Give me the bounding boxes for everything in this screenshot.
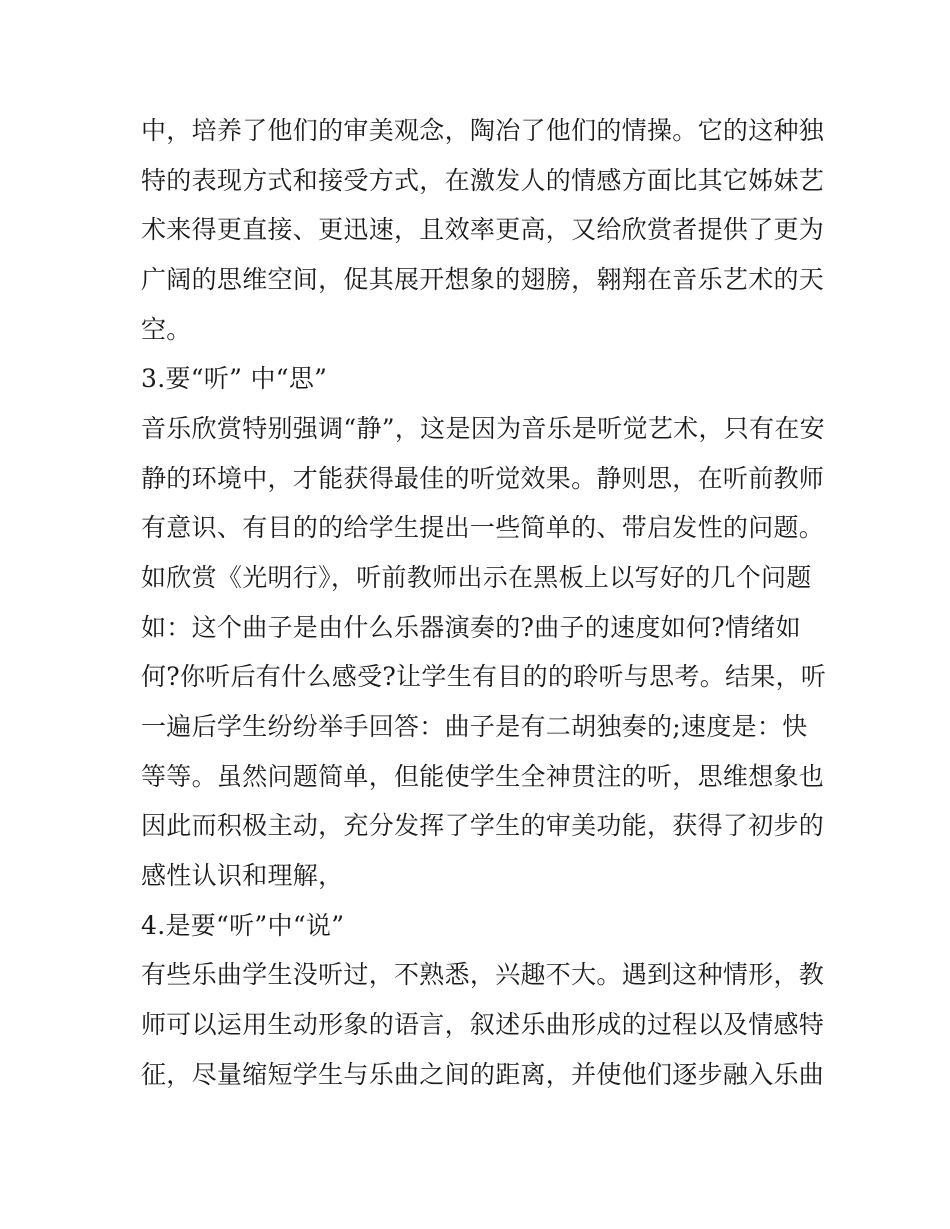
text-line: 一遍后学生纷纷举手回答：曲子是有二胡独奏的;速度是：快 [141,712,808,741]
text-line: 如：这个曲子是由什么乐器演奏的?曲子的速度如何?情绪如 [141,613,801,642]
section-heading: 4.是要“听”中“说” [141,911,345,940]
text-line: 师可以运用生动形象的语言，叙述乐曲形成的过程以及情感特 [141,1010,825,1039]
text-line: 静的环境中，才能获得最佳的听觉效果。静则思，在听前教师 [141,464,825,493]
text-line: 有些乐曲学生没听过，不熟悉，兴趣不大。遇到这种情形，教 [141,960,825,989]
text-line: 空。 [141,315,192,344]
text-line: 广阔的思维空间，促其展开想象的翅膀，翱翔在音乐艺术的天 [141,265,825,294]
text-line: 等等。虽然问题简单，但能使学生全神贯注的听，思维想象也 [141,762,825,791]
text-line: 因此而积极主动，充分发挥了学生的审美功能，获得了初步的 [141,811,825,840]
text-line: 如欣赏《光明行》，听前教师出示在黑板上以写好的几个问题 [141,563,812,592]
text-line: 何?你听后有什么感受?让学生有目的的聆听与思考。结果，听 [141,662,827,691]
text-line: 特的表现方式和接受方式，在激发人的情感方面比其它姊妹艺 [141,166,825,195]
text-line: 术来得更直接、更迅速，且效率更高，又给欣赏者提供了更为 [141,215,825,244]
text-line: 音乐欣赏特别强调“静”，这是因为音乐是听觉艺术，只有在安 [141,414,825,443]
text-line: 有意识、有目的的给学生提出一些简单的、带启发性的问题。 [141,513,825,542]
text-line: 感性认识和理解， [141,861,344,890]
text-line: 中，培养了他们的审美观念，陶冶了他们的情操。它的这种独 [141,116,825,145]
text-line: 征，尽量缩短学生与乐曲之间的距离，并使他们逐步融入乐曲 [141,1060,825,1089]
section-heading: 3.要“听” 中“思” [141,364,328,393]
